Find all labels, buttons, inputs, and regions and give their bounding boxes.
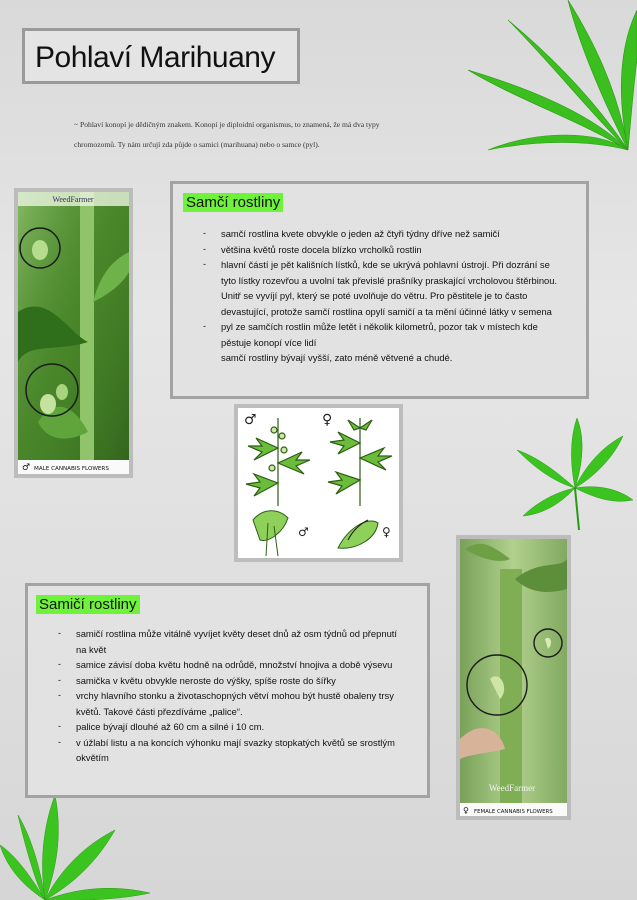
- male-plant-image: [18, 192, 129, 474]
- list-item: - samčí rostlina kvete obvykle o jeden až čtyři týdny dříve než samičí: [203, 226, 563, 242]
- list-item: - samička v květu obvykle neroste do výšky, spíše roste do šířky: [58, 673, 403, 689]
- female-plants-section: [25, 583, 430, 798]
- female-symbol-2: ♀: [382, 525, 391, 539]
- male-female-illustration: [234, 404, 403, 562]
- cannabis-leaf-mid-right-icon: [515, 418, 633, 530]
- intro-text: [74, 115, 454, 155]
- intro-line-1: ~ Pohlaví konopí je dědičným znakem. Konopí je diploidní organismus, to znamená, že má dva typy: [74, 120, 380, 129]
- cannabis-leaf-bottom-left-icon: [0, 795, 150, 900]
- female-plant-image: [460, 539, 567, 816]
- page-title-box: [22, 28, 300, 84]
- list-item: - palice bývají dlouhé až 60 cm a silné i 10 cm.: [58, 719, 403, 735]
- male-symbol: ♂: [244, 412, 257, 428]
- male-photo-watermark: WeedFarmer: [52, 195, 94, 204]
- list-item: - samice závisí doba květu hodně na odrůdě, množství hnojiva a době výsevu: [58, 657, 403, 673]
- male-plants-list: [203, 226, 563, 366]
- intro-line-2: chromozomů. Ty nám určují zda půjde o samici (marihuana) nebo o samce (pyl).: [74, 140, 320, 149]
- list-item: - hlavní částí je pět kališních lístků, kde se ukrývá pohlavní ústrojí. Při dozrání se tyto lístky rozevřou a uvolní tak převislé prašníky praskající vrcholovou štěrbinou. Unitř se vyvíjí pyl, který se poté uvolňuje do větru. Pro pěstitele je to často devastující, protože samčí rostlina opylí samičí a ta mění účinné látky v semena: [203, 257, 563, 319]
- male-plants-heading: Samčí rostliny: [183, 193, 283, 212]
- male-symbol-small: ♂: [22, 463, 31, 473]
- female-flowers-photo: [456, 535, 571, 820]
- male-flowers-photo: [14, 188, 133, 478]
- female-symbol: ♀: [322, 412, 333, 428]
- illustration-image: [238, 408, 399, 558]
- list-item: - většina květů roste docela blízko vrcholků rostlin: [203, 242, 563, 258]
- male-symbol-2: ♂: [298, 525, 309, 539]
- female-plants-heading: Samičí rostliny: [36, 595, 140, 614]
- female-photo-caption: FEMALE CANNABIS FLOWERS: [474, 809, 553, 815]
- female-symbol-small: ♀: [463, 806, 469, 815]
- cannabis-leaf-top-right-icon: [468, 0, 637, 170]
- page-title: Pohlaví Marihuany: [35, 41, 275, 74]
- list-item: - v úžlabí listu a na koncích výhonku mají svazky stopkatých květů se srostlým okvětím: [58, 735, 403, 766]
- list-item: samčí rostliny bývají vyšší, zato méně větvené a chudé.: [221, 352, 453, 363]
- female-plants-list: [58, 626, 403, 766]
- male-plants-section: [170, 181, 589, 399]
- female-photo-watermark: WeedFarmer: [488, 783, 536, 793]
- list-item: - vrchy hlavního stonku a životaschopných větví mohou být hustě obaleny trsy květů. Takové části přezdíváme „palice“.: [58, 688, 403, 719]
- list-item: - samičí rostlina může vitálně vyvíjet květy deset dnů až osm týdnů od přepnutí na květ: [58, 626, 403, 657]
- male-photo-caption: MALE CANNABIS FLOWERS: [34, 466, 109, 472]
- list-item: - pyl ze samčích rostlin může letět i několik kilometrů, pozor tak v místech kde pěstuje konopí více lidí: [203, 319, 563, 350]
